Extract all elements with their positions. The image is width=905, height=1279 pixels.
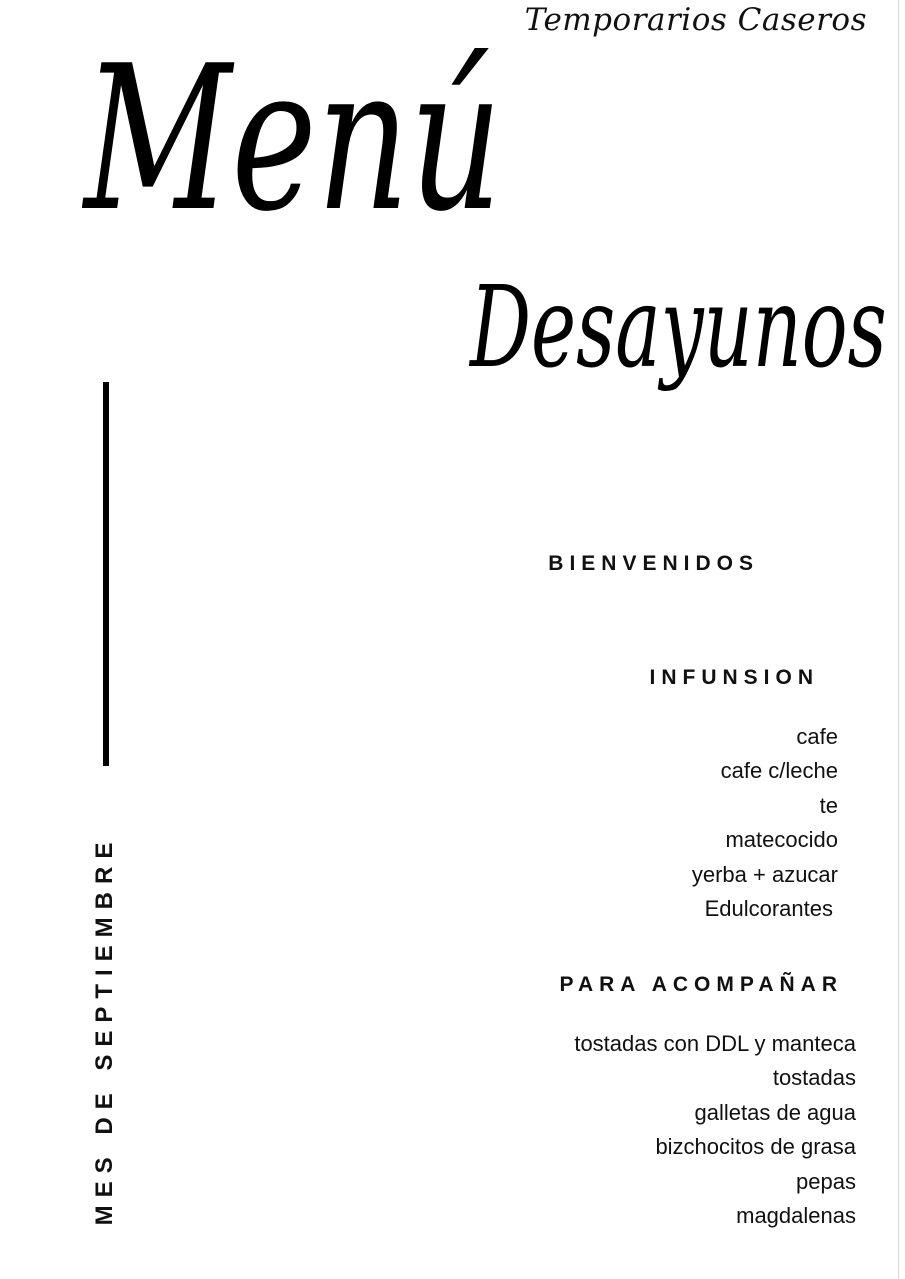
list-item: yerba + azucar: [691, 861, 838, 887]
list-item: galletas de agua: [694, 1099, 856, 1125]
menu-subtitle: Desayunos: [470, 263, 887, 393]
month-label: MES DE SEPTIEMBRE: [91, 834, 118, 1226]
list-item: tostadas con DDL y manteca: [574, 1031, 856, 1056]
acompanar-list: [574, 1027, 856, 1233]
list-item: cafe: [796, 724, 838, 749]
acompanar-heading: PARA ACOMPAÑAR: [559, 973, 843, 996]
list-item: pepas: [796, 1168, 856, 1194]
list-item: Edulcorantes: [704, 896, 833, 922]
infusion-heading: INFUNSION: [649, 666, 819, 689]
list-item: tostadas: [772, 1065, 856, 1091]
list-item: magdalenas: [736, 1203, 856, 1229]
brand-name: Temporarios Caseros: [524, 2, 867, 38]
page-edge-divider: [898, 0, 899, 1279]
infusion-list: [692, 720, 838, 926]
list-item: te: [819, 792, 838, 818]
vertical-rule: [103, 382, 109, 766]
menu-title: Menú: [84, 23, 503, 256]
welcome-heading: BIENVENIDOS: [548, 552, 759, 575]
list-item: bizchocitos de grasa: [655, 1134, 856, 1160]
list-item: matecocido: [725, 827, 838, 853]
list-item: cafe c/leche: [720, 758, 838, 784]
